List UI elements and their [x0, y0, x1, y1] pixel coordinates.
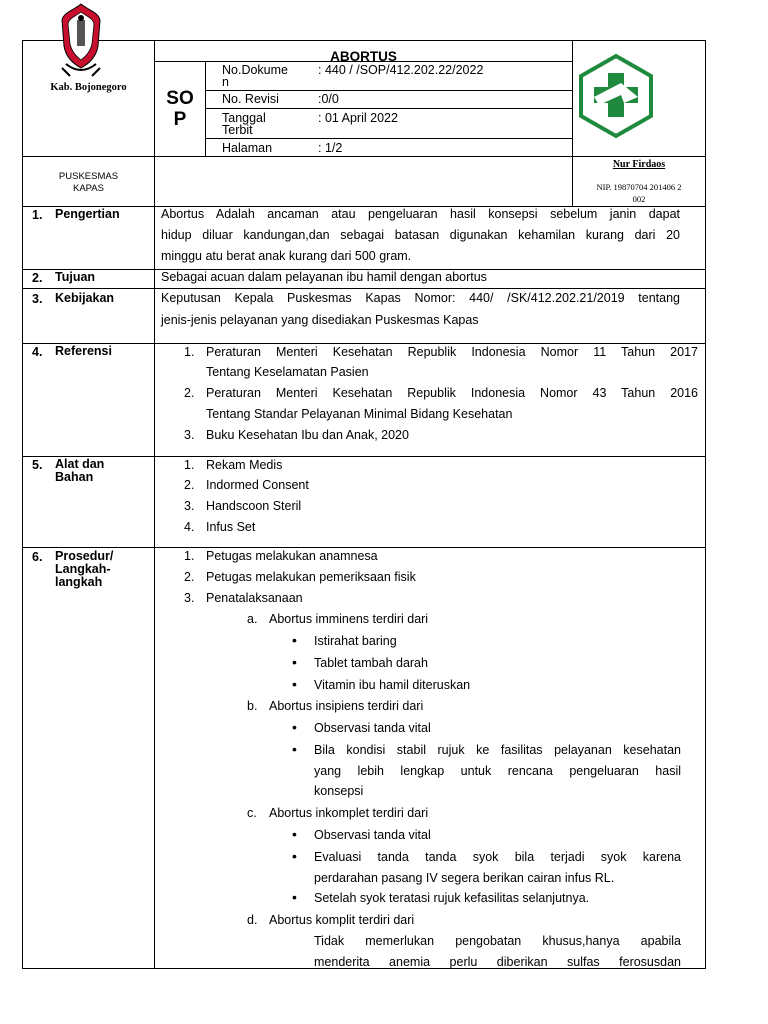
bullet-text: Istirahat baring — [314, 634, 397, 648]
signer-nip-line1: NIP. 19870704 201406 2 — [596, 182, 682, 192]
meta-value-nodokumen: : 440 / /SOP/412.202.22/2022 — [318, 63, 484, 77]
pengertian-line: hidup diluar kandungan,dan sebagai batasan digunakan kehamilan kurang dari 20 — [161, 228, 680, 242]
section-title-line: langkah — [55, 575, 103, 589]
section-title-kebijakan: Kebijakan — [55, 291, 115, 305]
bullet-text-line: Evaluasi tanda tanda syok bila terjadi syok karena — [314, 850, 681, 864]
referensi-item-line: Buku Kesehatan Ibu dan Anak, 2020 — [206, 428, 409, 442]
prosedur-step: Petugas melakukan anamnesa — [206, 549, 378, 563]
signer-nip-line2: 002 — [632, 194, 646, 204]
meta-value-halaman: : 1/2 — [318, 141, 343, 155]
sop-label — [154, 88, 206, 130]
bojonegoro-emblem-icon — [58, 2, 104, 80]
kemenkes-logo-icon — [577, 53, 655, 139]
referensi-item-number: 2. — [184, 386, 195, 400]
section-title-referensi: Referensi — [55, 344, 112, 358]
meta-value-tanggal: : 01 April 2022 — [318, 111, 398, 125]
bullet-dot: • — [292, 826, 297, 842]
document-title: ABORTUS — [330, 49, 397, 64]
bullet-text: Observasi tanda vital — [314, 828, 431, 842]
section-number: 6. — [32, 550, 43, 564]
sub-item-c: Abortus inkomplet terdiri dari — [269, 806, 429, 820]
sub-d-line: menderita anemia perlu diberikan sulfas ferosusdan — [314, 955, 681, 969]
puskesmas-label — [22, 171, 155, 195]
sub-item-b: Abortus insipiens terdiri dari — [269, 699, 424, 713]
sub-item-letter: d. — [247, 913, 258, 927]
pengertian-line: minggu atu berat anak kurang dari 500 gram. — [161, 249, 412, 263]
bullet-text-line: perdarahan pasang IV segera berikan cairan infus RL. — [314, 871, 615, 885]
referensi-item-line: Tentang Keselamatan Pasien — [206, 365, 369, 379]
bullet-text: Vitamin ibu hamil diteruskan — [314, 678, 471, 692]
bullet-text: Setelah syok teratasi rujuk kefasilitas selanjutnya. — [314, 891, 590, 905]
puskesmas-line2: KAPAS — [73, 183, 104, 194]
bullet-text-line: Bila kondisi stabil rujuk ke fasilitas pelayanan kesehatan — [314, 743, 681, 757]
bullet-dot: • — [292, 848, 297, 864]
sub-item-letter: c. — [247, 806, 257, 820]
section-title-line: Langkah- — [55, 562, 111, 576]
row-divider — [22, 288, 706, 289]
bullet-text-line: yang lebih lengkap untuk rencana pengeluaran hasil — [314, 764, 681, 778]
bullet-dot: • — [292, 719, 297, 735]
prosedur-step-number: 2. — [184, 570, 195, 584]
prosedur-step: Petugas melakukan pemeriksaan fisik — [206, 570, 416, 584]
kab-label: Kab. Bojonegoro — [50, 82, 127, 93]
alat-item: Indormed Consent — [206, 478, 309, 492]
section-number: 2. — [32, 271, 43, 285]
alat-item-number: 3. — [184, 499, 195, 513]
bullet-dot: • — [292, 741, 297, 757]
referensi-item-number: 3. — [184, 428, 195, 442]
bullet-dot: • — [292, 654, 297, 670]
referensi-item-line: Peraturan Menteri Kesehatan Republik Indonesia Nomor 11 Tahun 2017 — [206, 345, 698, 359]
sub-item-letter: a. — [247, 612, 258, 626]
pengertian-line: Abortus Adalah ancaman atau pengeluaran hasil konsepsi sebelum janin dapat — [161, 207, 680, 221]
prosedur-step-number: 3. — [184, 591, 195, 605]
signer-name: Nur Firdaos — [612, 159, 666, 170]
meta-label-nodokumen — [222, 64, 288, 88]
section-number: 3. — [32, 292, 43, 306]
kebijakan-line: Keputusan Kepala Puskesmas Kapas Nomor: 440/ /SK/412.202.21/2019 tentang — [161, 291, 680, 305]
meta-label-line: Terbit — [222, 123, 253, 137]
kebijakan-line: jenis-jenis pelayanan yang disediakan Puskesmas Kapas — [161, 313, 479, 327]
meta-label-tanggal — [222, 112, 266, 136]
section-title-line: Prosedur/ — [55, 549, 114, 563]
sop-label-line1: SO — [166, 88, 194, 109]
bullet-dot: • — [292, 632, 297, 648]
meta-label-line: No.Dokume — [222, 63, 288, 77]
row-divider — [22, 547, 706, 548]
sub-item-a: Abortus imminens terdiri dari — [269, 612, 429, 626]
prosedur-step: Penatalaksanaan — [206, 591, 303, 605]
alat-item: Rekam Medis — [206, 458, 283, 472]
section-title-line: Bahan — [55, 470, 94, 484]
tujuan-text: Sebagai acuan dalam pelayanan ibu hamil dengan abortus — [161, 270, 487, 284]
referensi-item-line: Tentang Standar Pelayanan Minimal Bidang Kesehatan — [206, 407, 513, 421]
section-title-tujuan: Tujuan — [55, 270, 96, 284]
alat-item: Handscoon Steril — [206, 499, 302, 513]
alat-item-number: 2. — [184, 478, 195, 492]
section-title-prosedur — [55, 550, 150, 589]
section-title-line: Alat dan — [55, 457, 105, 471]
row-divider — [22, 456, 706, 457]
alat-item-number: 4. — [184, 520, 195, 534]
section-number: 5. — [32, 458, 43, 472]
bullet-dot: • — [292, 676, 297, 692]
bullet-dot: • — [292, 889, 297, 905]
section-number: 4. — [32, 345, 43, 359]
meta-label-line: Tanggal — [222, 111, 266, 125]
referensi-item-line: Peraturan Menteri Kesehatan Republik Indonesia Nomor 43 Tahun 2016 — [206, 386, 698, 400]
bullet-text-line: konsepsi — [314, 784, 364, 798]
meta-label-line: n — [222, 75, 229, 89]
section-title-alat — [55, 458, 150, 484]
meta-label-revisi: No. Revisi — [222, 92, 279, 106]
meta-label-halaman: Halaman — [222, 141, 273, 155]
sub-item-letter: b. — [247, 699, 258, 713]
section-number: 1. — [32, 208, 43, 222]
sub-item-d: Abortus komplit terdiri dari — [269, 913, 415, 927]
sub-d-line: Tidak memerlukan pengobatan khusus,hanya apabila — [314, 934, 681, 948]
bullet-text: Tablet tambah darah — [314, 656, 428, 670]
section-title-pengertian: Pengertian — [55, 207, 120, 221]
alat-item: Infus Set — [206, 520, 256, 534]
puskesmas-line1: PUSKESMAS — [58, 171, 119, 182]
prosedur-step-number: 1. — [184, 549, 195, 563]
body-column-divider — [154, 206, 155, 969]
alat-item-number: 1. — [184, 458, 195, 472]
meta-value-revisi: :0/0 — [318, 92, 339, 106]
referensi-item-number: 1. — [184, 345, 195, 359]
bullet-text: Observasi tanda vital — [314, 721, 431, 735]
sop-label-line2: P — [173, 109, 187, 130]
row-divider — [22, 343, 706, 344]
signer-nip — [572, 181, 706, 205]
